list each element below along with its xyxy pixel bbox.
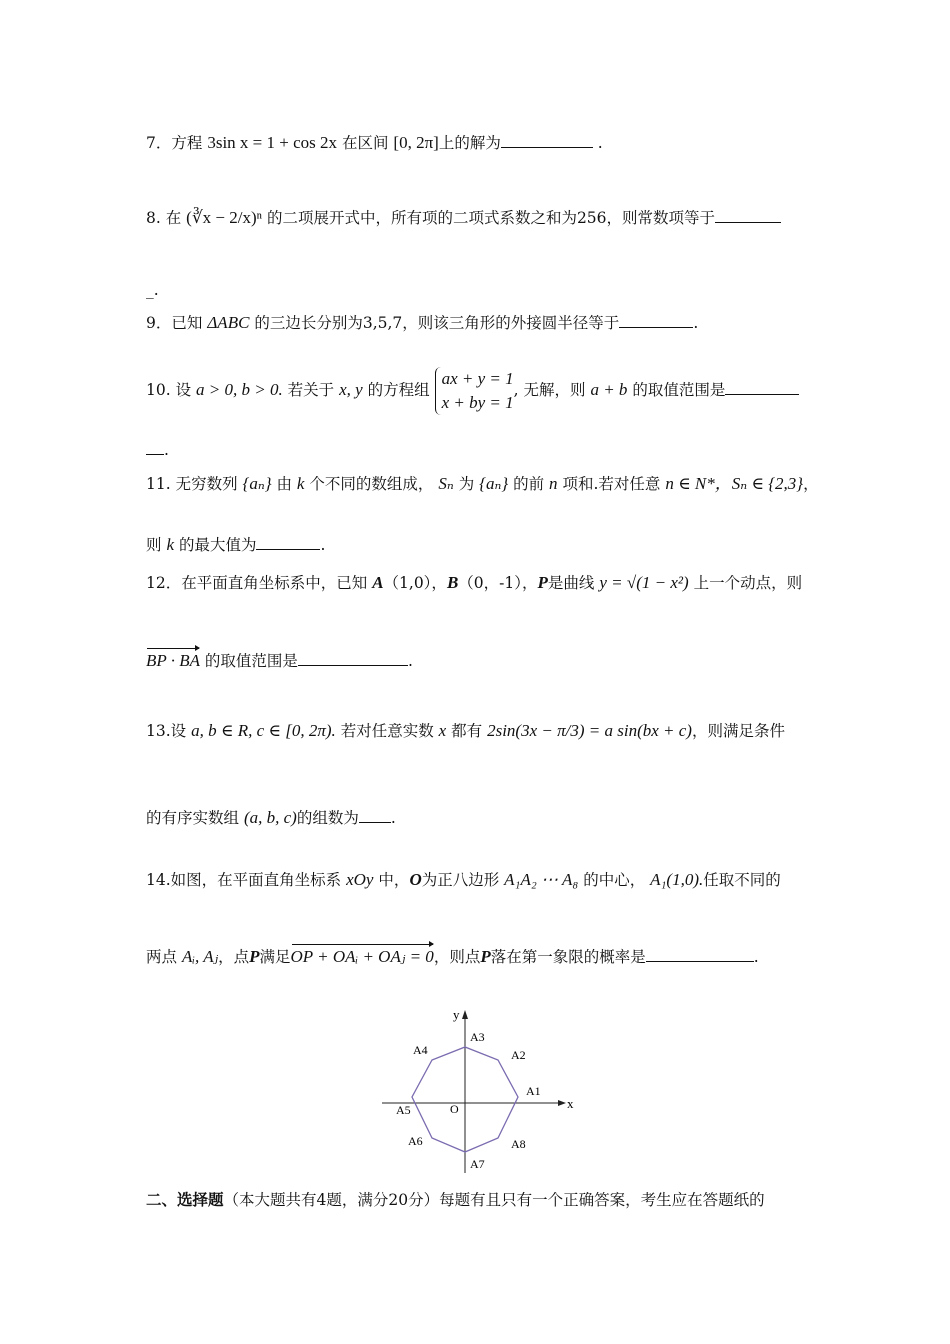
- question-11-cont: 则 k 的最大值为 .: [146, 535, 326, 554]
- question-11: 11. 无穷数列 {aₙ} 由 k 个不同的数组成， Sₙ 为 {aₙ} 的前 n 项和.若对任意 n ∈ N*，Sₙ ∈ {2,3}，: [146, 474, 819, 493]
- question-10: 10. 设 a > 0, b > 0. 若关于 x, y 的方程组 ax + y = 1 x + by = 1 , 无解，则 a + b 的取值范围是: [146, 367, 799, 415]
- question-13-cont: 的有序实数组 (a, b, c)的组数为 .: [146, 808, 396, 827]
- question-8-cont: _.: [146, 281, 159, 299]
- octagon-figure: [370, 1005, 590, 1175]
- question-14-cont: 两点 Aᵢ, Aⱼ，点P满足OP + OAᵢ + OAⱼ = 0，则点P落在第一象限的概率是 .: [146, 947, 759, 966]
- question-13: 13.设 a, b ∈ R, c ∈ [0, 2π). 若对任意实数 x 都有 2sin(3x − π/3) = a sin(bx + c)，则满足条件: [146, 721, 785, 740]
- q13-equation: 2sin(3x − π/3) = a sin(bx + c): [487, 721, 692, 740]
- label-a5: A5: [396, 1103, 411, 1117]
- q8-answer-blank[interactable]: [715, 208, 781, 223]
- q12-dot-product: BP · BA: [146, 651, 200, 670]
- section-2-title: 二、选择题: [146, 1190, 224, 1209]
- q7-answer-blank[interactable]: [501, 133, 593, 148]
- q10-answer-blank[interactable]: [725, 380, 799, 395]
- q11-answer-blank[interactable]: [256, 535, 320, 550]
- x-axis-label: x: [567, 1096, 574, 1111]
- section-2-header: 二、选择题（本大题共有4题，满分20分）每题有且只有一个正确答案，考生应在答题纸的: [146, 1190, 765, 1209]
- q12-curve: y = √(1 − x²): [599, 573, 689, 592]
- question-8: 8. 在 (∛x − 2/x)ⁿ 的二项展开式中，所有项的二项式系数之和为256，则常数项等于: [146, 208, 781, 228]
- label-a4: A4: [413, 1043, 428, 1057]
- origin-label: O: [450, 1102, 459, 1116]
- question-10-cont: .: [146, 440, 169, 460]
- label-a8: A8: [511, 1137, 526, 1151]
- question-7: 7．方程 3sin x = 1 + cos 2x 在区间 [0, 2π]上的解为 .: [146, 133, 603, 152]
- question-12: 12．在平面直角坐标系中，已知 A（1,0），B（0，-1），P是曲线 y = √(1 − x²) 上一个动点，则: [146, 573, 803, 592]
- q7-interval: [0, 2π]: [393, 133, 439, 152]
- question-12-cont: BP · BA 的取值范围是 .: [146, 651, 413, 670]
- y-axis-label: y: [453, 1007, 460, 1022]
- label-a7: A7: [470, 1157, 485, 1171]
- q14-answer-blank[interactable]: [646, 947, 754, 962]
- q9-triangle: ΔABC: [207, 313, 250, 332]
- q14-vector-equation: OP + OAᵢ + OAⱼ = 0: [290, 947, 434, 966]
- question-14: 14.如图，在平面直角坐标系 xOy 中，O为正八边形 A₁A₂ ⋯ A₈ 的中心， A₁(1,0).任取不同的: [146, 870, 781, 889]
- label-a1: A1: [526, 1084, 541, 1098]
- q12-answer-blank[interactable]: [298, 651, 408, 666]
- x-axis-arrow: [558, 1100, 566, 1106]
- label-a2: A2: [511, 1048, 526, 1062]
- q9-answer-blank[interactable]: [619, 313, 693, 328]
- question-9: 9．已知 ΔABC 的三边长分别为3,5,7，则该三角形的外接圆半径等于 .: [146, 313, 699, 332]
- q7-number: 7．: [146, 134, 172, 152]
- label-a6: A6: [408, 1134, 423, 1148]
- q7-equation: 3sin x = 1 + cos 2x: [207, 133, 338, 152]
- y-axis-arrow: [462, 1010, 468, 1019]
- label-a3: A3: [470, 1030, 485, 1044]
- q10-system: ax + y = 1 x + by = 1: [435, 367, 514, 415]
- q8-binomial: (∛x − 2/x)ⁿ: [186, 208, 262, 227]
- q13-answer-blank[interactable]: [359, 808, 391, 823]
